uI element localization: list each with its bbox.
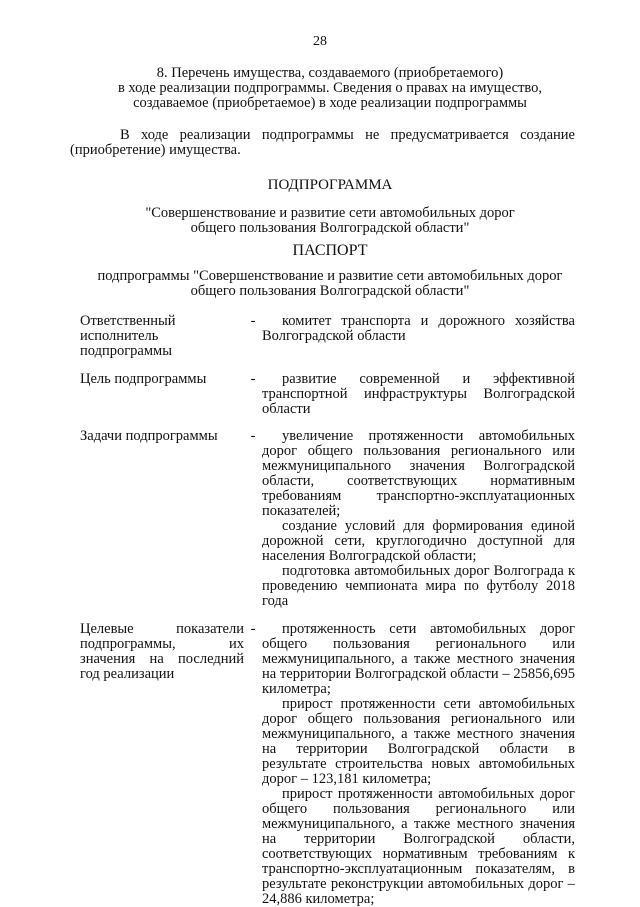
subprogram-name — [70, 206, 590, 236]
passport-title — [70, 243, 590, 258]
passport-subtitle-line: общего пользования Волгоградской области" — [190, 283, 470, 299]
subprogram-title — [70, 178, 590, 193]
passport-subtitle-line: подпрограммы "Совершенствование и развитие сети автомобильных дорог — [97, 268, 563, 284]
passport-row-paragraph: развитие современной и эффективной транспортной инфраструктуры Волгоградской области — [262, 371, 575, 417]
passport-row-label: Цель подпрограммы — [80, 371, 207, 387]
passport-row-paragraph: прирост протяженности сети автомобильных дорог общего пользования регионального или межмуниципального, а также местного значения на территории Волгоградской области в результате строительства новых автомобильных дорог – 123,181 километра; — [262, 696, 575, 787]
passport-row-dash: - — [250, 621, 256, 637]
section-heading — [70, 66, 590, 111]
passport-row-paragraph: комитет транспорта и дорожного хозяйства Волгоградской области — [262, 313, 575, 344]
passport-subtitle — [70, 269, 590, 299]
passport-row-value — [262, 622, 575, 907]
passport-row-value — [262, 429, 575, 609]
passport-row-dash: - — [250, 371, 256, 387]
passport-title-text: ПАСПОРТ — [292, 242, 368, 259]
passport-row-dash: - — [250, 428, 256, 444]
passport-row-responsible — [80, 314, 575, 359]
page-number: 28 — [313, 34, 327, 49]
section-heading-line: создаваемое (приобретаемое) в ходе реализации подпрограммы — [133, 95, 527, 111]
passport-row-paragraph: увеличение протяженности автомобильных дорог общего пользования регионального или межмуниципального значения Волгоградской области, соответствующих нормативным требованиям транспортно-эксплуатационных показателей; — [262, 428, 575, 519]
intro-paragraph-text: В ходе реализации подпрограммы не предусматривается создание (приобретение) имущества. — [70, 127, 575, 158]
passport-row-label: Задачи подпрограммы — [80, 428, 218, 444]
subprogram-title-text: ПОДПРОГРАММА — [267, 177, 393, 193]
passport-row-paragraph: протяженность сети автомобильных дорог общего пользования регионального или межмуниципального, а также местного значения на территории Волгоградской области – 25856,695 километра; — [262, 621, 575, 697]
passport-row-paragraph: прирост протяженности автомобильных дорог общего пользования регионального или межмуниципального, а также местного значения на территории Волгоградской области, соответствующих нормативным требованиям к транспортно-эксплуатационным показателям, в результате реконструкции автомобильных дорог – 24,886 километра; — [262, 786, 575, 907]
passport-row-goal — [80, 372, 575, 417]
section-heading-line: 8. Перечень имущества, создаваемого (приобретаемого) — [156, 65, 504, 81]
subprogram-name-line: общего пользования Волгоградской области" — [190, 220, 470, 236]
passport-row-paragraph: подготовка автомобильных дорог Волгограда к проведению чемпионата мира по футболу 2018 года — [262, 563, 575, 609]
passport-row-label: Целевые показатели подпрограммы, их значения на последний год реализации — [80, 621, 244, 682]
intro-paragraph — [70, 128, 575, 158]
passport-row-paragraph: создание условий для формирования единой дорожной сети, круглогодично доступной для населения Волгоградской области; — [262, 518, 575, 564]
passport-row-value — [262, 372, 575, 417]
passport-row-targets — [80, 622, 575, 907]
section-heading-line: в ходе реализации подпрограммы. Сведения о правах на имущество, — [117, 80, 543, 96]
passport-row-value — [262, 314, 575, 344]
passport-row-dash: - — [250, 313, 256, 329]
passport-row-tasks — [80, 429, 575, 609]
passport-row-label: Ответственный исполнитель подпрограммы — [80, 313, 176, 359]
subprogram-name-line: "Совершенствование и развитие сети автомобильных дорог — [145, 205, 515, 221]
passport-table — [80, 314, 575, 907]
